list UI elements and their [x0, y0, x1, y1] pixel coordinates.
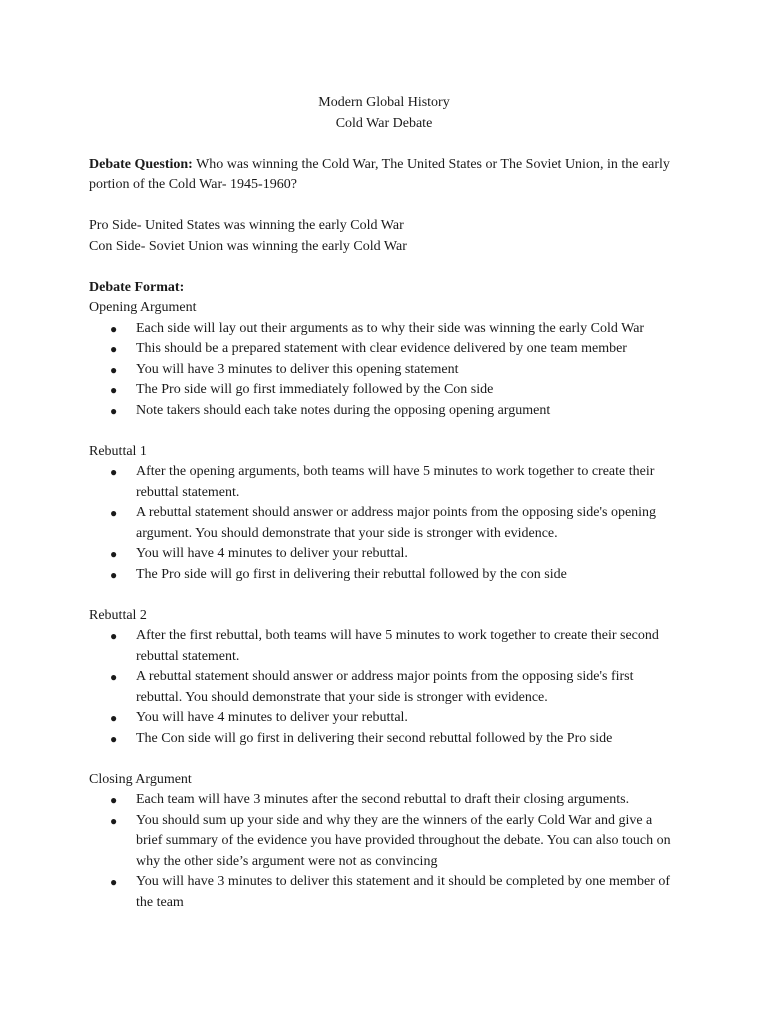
document-page	[89, 93, 679, 913]
bullet-icon: ●	[110, 670, 118, 684]
bullet-icon: ●	[110, 567, 118, 582]
con-side-statement: Con Side- Soviet Union was winning the early Cold War	[89, 238, 407, 254]
list-item	[89, 708, 679, 729]
list-item	[89, 503, 679, 544]
pro-side-statement: Pro Side- United States was winning the early Cold War	[89, 218, 404, 233]
list-item-text: Each team will have 3 minutes after the second rebuttal to draft their closing arguments.	[136, 792, 630, 807]
list-item	[89, 360, 679, 381]
list-item	[89, 544, 679, 565]
list-item	[89, 565, 679, 586]
document-title: Cold War Debate	[335, 115, 433, 131]
bullet-icon: ●	[110, 793, 118, 807]
list-item-text: You will have 3 minutes to deliver this opening statement	[136, 361, 459, 377]
bullet-icon: ●	[110, 506, 118, 520]
list-item-text: The Pro side will go first immediately followed by the Con side	[136, 382, 494, 397]
spacer	[89, 585, 679, 606]
list-item	[89, 339, 679, 360]
debate-question	[89, 155, 679, 196]
list-item-text: A rebuttal statement should answer or address major points from the opposing side's first rebuttal. You should demonstrate that your side is stronger with evidence.	[136, 669, 634, 705]
list-item-text: After the first rebuttal, both teams will have 5 minutes to work together to create their second rebuttal statement.	[136, 628, 659, 664]
bullet-icon: ●	[110, 629, 118, 643]
bullet-icon: ●	[110, 321, 118, 336]
bullet-icon: ●	[110, 362, 118, 377]
section-title: Closing Argument	[89, 771, 192, 787]
section-bullet-list	[89, 626, 679, 749]
list-item-text: After the opening arguments, both teams will have 5 minutes to work together to create their rebuttal statement.	[136, 464, 655, 500]
course-name: Modern Global History	[318, 95, 450, 110]
list-item	[89, 667, 679, 708]
bullet-icon: ●	[110, 711, 118, 725]
section-title: Rebuttal 2	[89, 607, 147, 623]
bullet-icon: ●	[110, 875, 118, 889]
list-item-text: Each side will lay out their arguments as to why their side was winning the early Cold War	[136, 320, 645, 336]
bullet-icon: ●	[110, 342, 118, 356]
debate-question-text: Who was winning the Cold War, The United States or The Soviet Union, in the early portion of the Cold War- 1945-1960?	[89, 156, 670, 192]
bullet-icon: ●	[110, 813, 118, 828]
list-item-text: The Con side will go first in delivering their second rebuttal followed by the Pro side	[136, 730, 613, 746]
debate-format-heading: Debate Format:	[89, 279, 185, 295]
list-item-text: You will have 4 minutes to deliver your rebuttal.	[136, 546, 408, 561]
list-item-text: You will have 4 minutes to deliver your rebuttal.	[136, 710, 408, 725]
bullet-icon: ●	[110, 731, 118, 746]
list-item-text: You will have 3 minutes to deliver this statement and it should be completed by one member of the team	[136, 874, 670, 910]
debate-question-label: Debate Question:	[89, 156, 193, 172]
section-bullet-list	[89, 462, 679, 585]
section-bullet-list	[89, 319, 679, 422]
list-item	[89, 811, 679, 873]
section-bullet-list	[89, 790, 679, 913]
list-item	[89, 319, 679, 340]
list-item	[89, 462, 679, 503]
list-item	[89, 790, 679, 811]
list-item-text: The Pro side will go first in delivering their rebuttal followed by the con side	[136, 566, 567, 582]
list-item	[89, 380, 679, 401]
spacer	[89, 196, 679, 217]
list-item-text: Note takers should each take notes during the opposing opening argument	[136, 402, 551, 418]
list-item	[89, 626, 679, 667]
debate-sections	[89, 298, 679, 913]
section-title: Opening Argument	[89, 300, 197, 315]
bullet-icon: ●	[110, 383, 118, 397]
list-item	[89, 729, 679, 750]
spacer	[89, 134, 679, 155]
bullet-icon: ●	[110, 403, 118, 418]
list-item-text: This should be a prepared statement with clear evidence delivered by one team member	[136, 341, 627, 356]
section-title: Rebuttal 1	[89, 443, 147, 459]
spacer	[89, 421, 679, 442]
spacer	[89, 257, 679, 278]
list-item	[89, 401, 679, 422]
bullet-icon: ●	[110, 465, 118, 479]
spacer	[89, 749, 679, 770]
bullet-icon: ●	[110, 547, 118, 561]
document-header	[89, 93, 679, 134]
list-item	[89, 872, 679, 913]
list-item-text: You should sum up your side and why they are the winners of the early Cold War and give a brief summary of the evidence you have provided throughout the debate. You can also touch on why the other side’s argument were not as convincing	[136, 812, 671, 869]
list-item-text: A rebuttal statement should answer or address major points from the opposing side's opening argument. You should demonstrate that your side is stronger with evidence.	[136, 505, 657, 541]
